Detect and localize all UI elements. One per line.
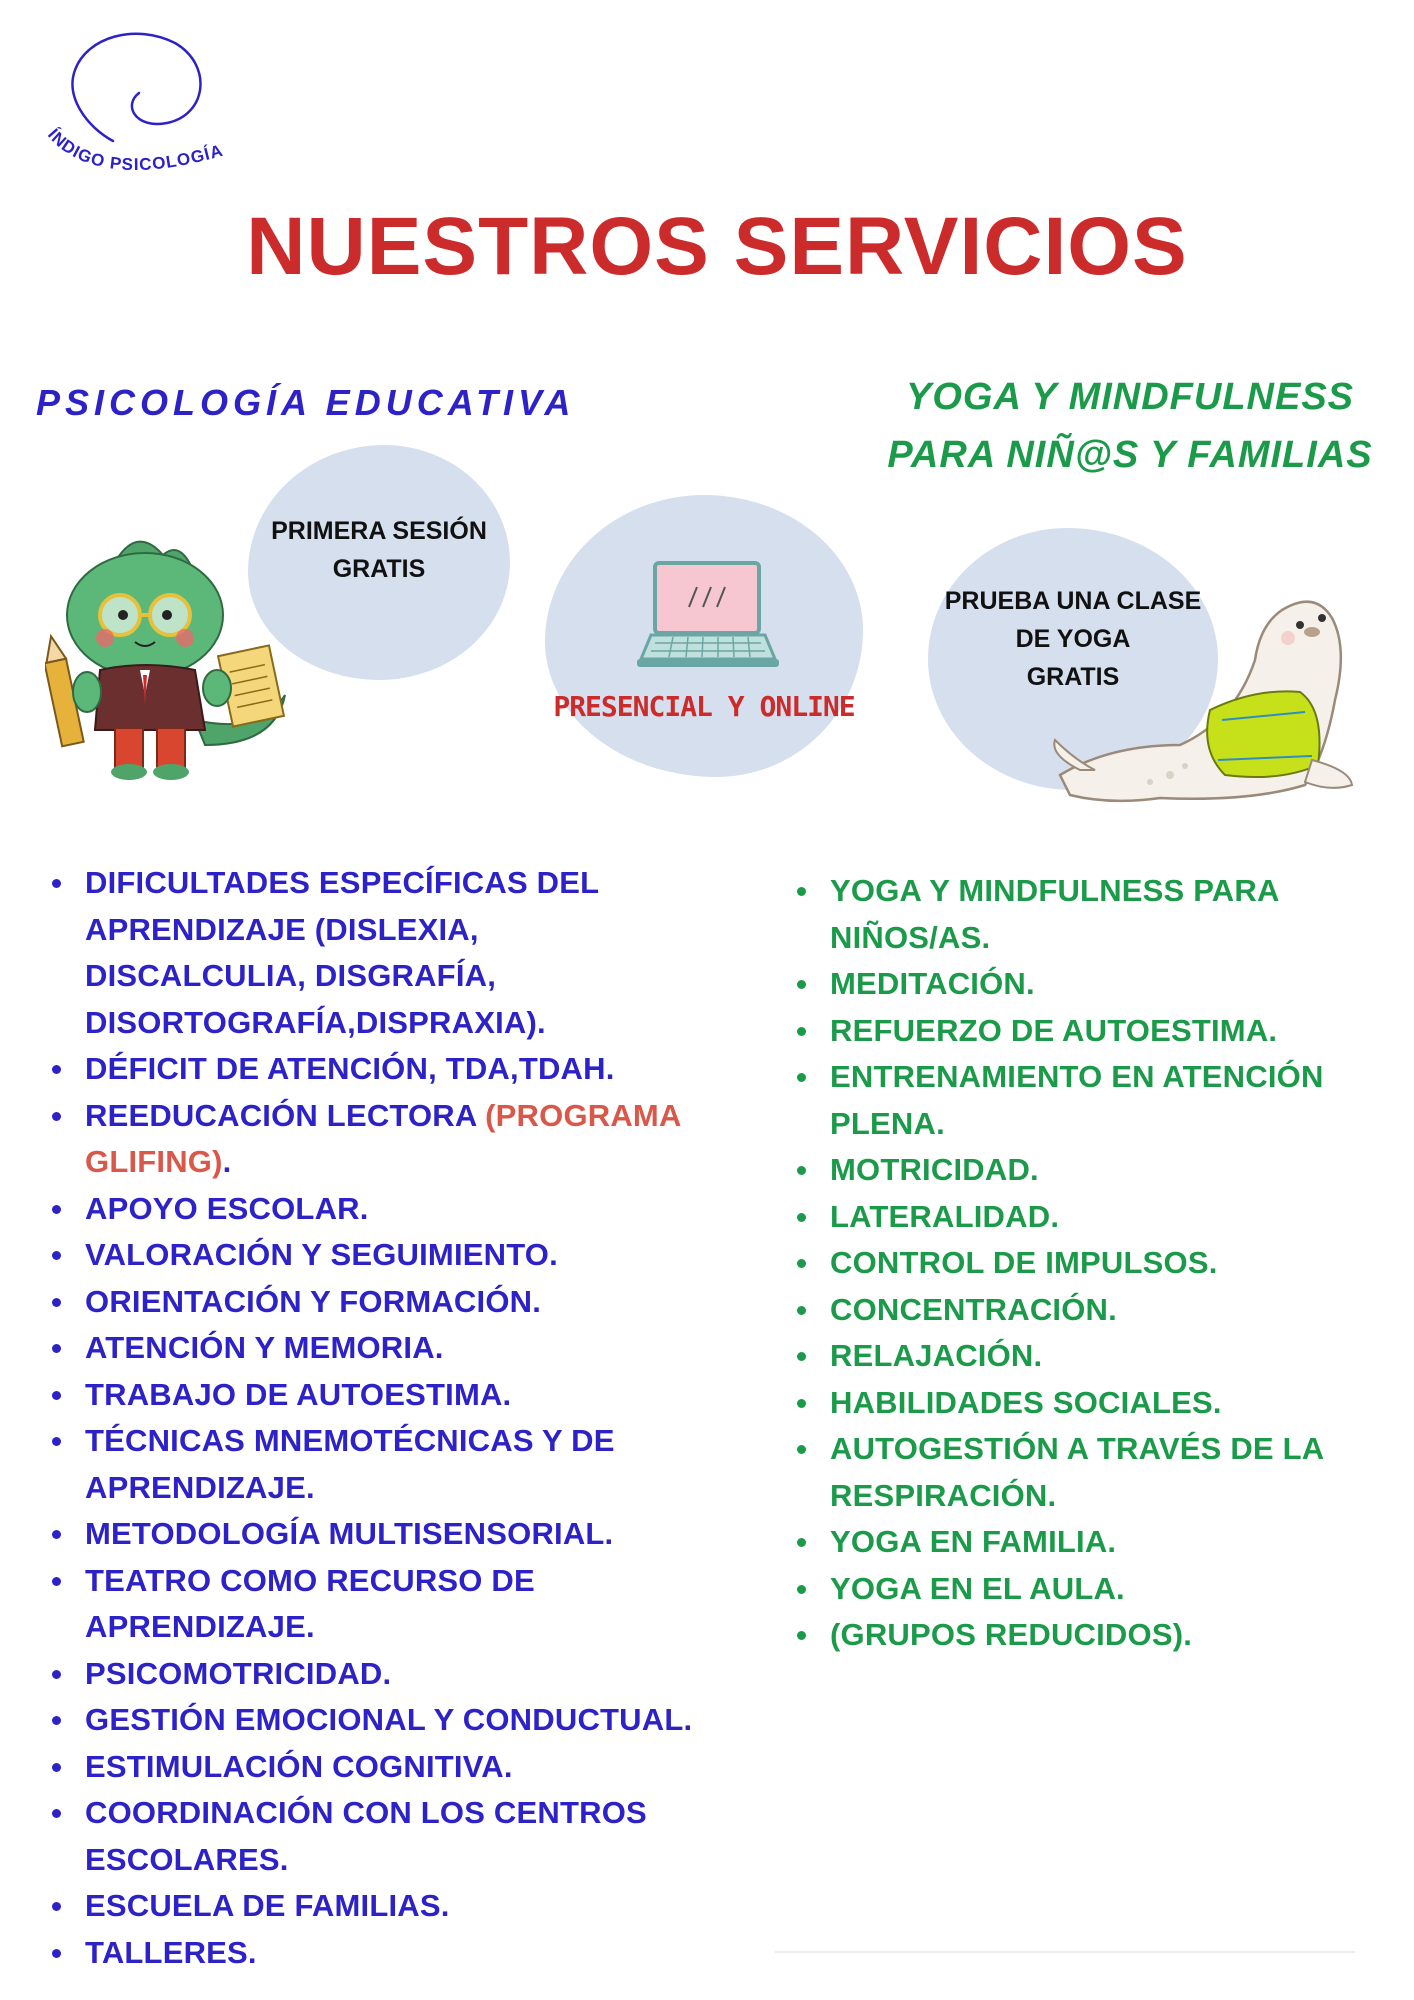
yoga-trial-line1: PRUEBA UNA CLASE [944,587,1202,615]
item-text: LATERALIDAD. [830,1198,1060,1234]
list-item [795,961,1385,1008]
indigo-logo [35,15,235,190]
list-item [50,1558,750,1651]
list-item [50,860,750,1046]
item-text: APRENDIZAJE. [85,1609,315,1644]
list-item [795,1054,1385,1147]
education-services-list [50,860,750,1976]
laptop-icon [633,555,783,675]
page-title: NUESTROS SERVICIOS [246,201,1188,292]
list-item [50,1093,750,1186]
item-text: TALLERES. [85,1934,257,1970]
yoga-seal-icon [1050,570,1360,810]
list-item [795,1519,1385,1566]
logo-text: ÍNDIGO PSICOLOGÍA [43,125,226,175]
list-item [50,1790,750,1883]
item-text: DÉFICIT DE ATENCIÓN, TDA,TDAH. [85,1051,615,1086]
mode-label: PRESENCIAL Y ONLINE [553,690,855,723]
list-item [795,868,1385,961]
list-item [50,1418,750,1511]
item-text: TRABAJO DE AUTOESTIMA. [85,1376,512,1412]
item-text: PLENA. [830,1105,945,1141]
yoga-trial-line2: DE YOGA [1015,625,1131,653]
item-text: VALORACIÓN Y SEGUIMIENTO. [85,1237,558,1272]
education-section-title: PSICOLOGÍA EDUCATIVA [36,382,576,423]
item-text: YOGA EN EL AULA. [830,1570,1125,1606]
yoga-title-line2: PARA NIÑ@S Y FAMILIAS [887,434,1373,476]
item-text: REEDUCACIÓN LECTORA [85,1097,486,1133]
list-item [50,1372,750,1419]
list-item [50,1279,750,1326]
item-text: RESPIRACIÓN. [830,1477,1057,1513]
item-text: TEATRO COMO RECURSO DE [85,1562,535,1598]
list-item [795,1008,1385,1055]
item-text: . [222,1144,232,1179]
item-text: RELAJACIÓN. [830,1338,1043,1373]
list-item [795,1612,1385,1659]
item-text: REFUERZO DE AUTOESTIMA. [830,1012,1278,1048]
program-highlight: GLIFING) [85,1144,223,1179]
list-item [50,1511,750,1558]
item-text: CONCENTRACIÓN. [830,1291,1117,1327]
list-item [50,1232,750,1279]
item-text: PSICOMOTRICIDAD. [85,1655,392,1691]
list-item [50,1930,750,1977]
list-item [795,1566,1385,1613]
item-text: TÉCNICAS MNEMOTÉCNICAS Y DE [85,1423,615,1458]
item-text: MEDITACIÓN. [830,966,1035,1001]
list-item [50,1883,750,1930]
svg-text:ÍNDIGO PSICOLOGÍA [44,125,225,174]
item-text: ORIENTACIÓN Y FORMACIÓN. [85,1283,542,1319]
item-text: YOGA Y MINDFULNESS PARA [830,873,1280,908]
yoga-services-list [795,868,1385,1659]
item-text: GESTIÓN EMOCIONAL Y CONDUCTUAL. [85,1702,693,1737]
item-text: ESCOLARES. [85,1841,289,1877]
yoga-title-line1: YOGA Y MINDFULNESS [905,376,1355,418]
list-item [50,1651,750,1698]
list-item [795,1333,1385,1380]
first-session-line1: PRIMERA SESIÓN [271,517,487,545]
list-item [50,1744,750,1791]
divider [775,1951,1355,1953]
item-text: YOGA EN FAMILIA. [830,1524,1117,1559]
list-item [50,1046,750,1093]
item-text: CONTROL DE IMPULSOS. [830,1245,1218,1280]
list-item [50,1186,750,1233]
spiral-logo-icon [35,15,235,190]
item-text: ATENCIÓN Y MEMORIA. [85,1330,444,1365]
item-text: APRENDIZAJE. [85,1469,315,1505]
yoga-trial-line3: GRATIS [1026,663,1120,691]
item-text: HABILIDADES SOCIALES. [830,1384,1222,1420]
item-text: DISCALCULIA, DISGRAFÍA, [85,958,497,993]
item-text: AUTOGESTIÓN A TRAVÉS DE LA [830,1431,1325,1466]
dinosaur-teacher-icon [45,520,310,790]
item-text: DIFICULTADES ESPECÍFICAS DEL [85,865,600,900]
list-item [795,1380,1385,1427]
item-text: MOTRICIDAD. [830,1152,1039,1187]
item-text: COORDINACIÓN CON LOS CENTROS [85,1795,647,1830]
list-item [795,1426,1385,1519]
program-highlight: (PROGRAMA [485,1097,682,1133]
list-item [50,1697,750,1744]
item-text: APOYO ESCOLAR. [85,1190,369,1226]
item-text: (GRUPOS REDUCIDOS). [830,1617,1193,1652]
item-text: APRENDIZAJE (DISLEXIA, [85,911,479,947]
list-item [795,1194,1385,1241]
list-item [795,1147,1385,1194]
item-text: DISORTOGRAFÍA,DISPRAXIA). [85,1004,546,1040]
item-text: METODOLOGÍA MULTISENSORIAL. [85,1516,614,1551]
list-item [50,1325,750,1372]
item-text: ESCUELA DE FAMILIAS. [85,1888,450,1923]
first-session-line2: GRATIS [332,555,426,583]
item-text: ENTRENAMIENTO EN ATENCIÓN [830,1059,1324,1094]
list-item [795,1287,1385,1334]
item-text: NIÑOS/AS. [830,919,991,955]
list-item [795,1240,1385,1287]
yoga-section-title [860,368,1400,484]
item-text: ESTIMULACIÓN COGNITIVA. [85,1748,513,1784]
